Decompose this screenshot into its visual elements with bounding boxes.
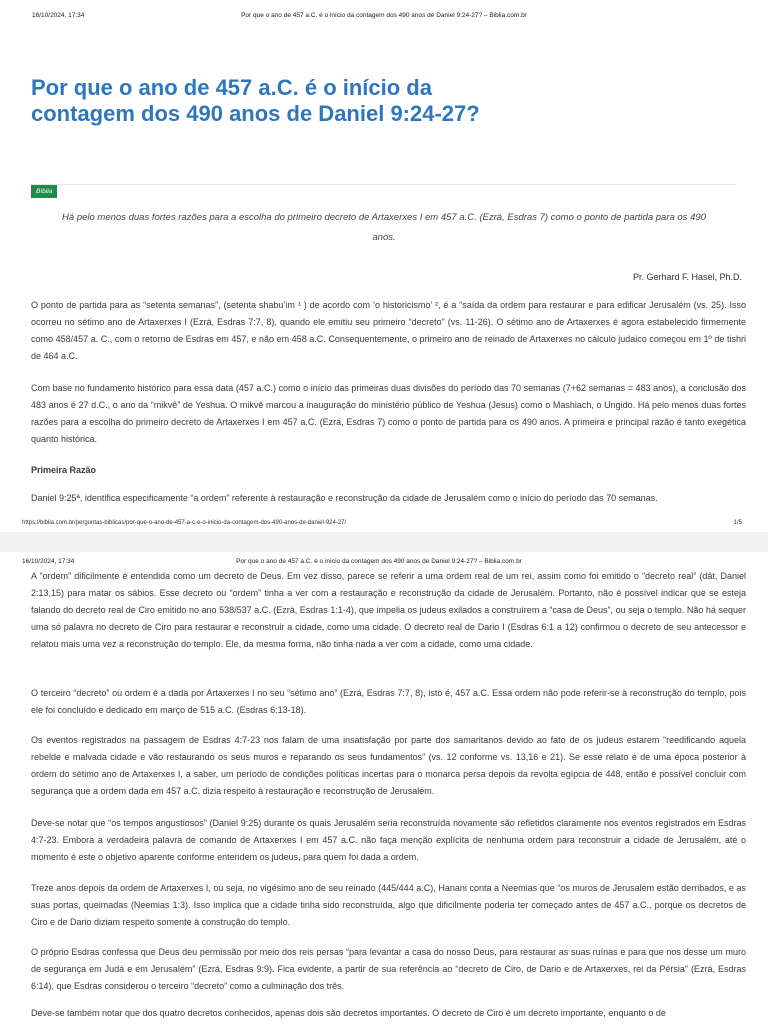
paragraph-5: Treze anos depois da ordem de Artaxerxes I, ou seja, no vigésimo ano de seu reinado (445/444 a.C), Hanani conta a Neemias que “os muros de Jerusalém estão derribados, e as suas portas, queimadas (Neemias 1:3). Isso implica que a cidade tinha sido reconstruída, algo que dificilmente poderia ter começado antes de 457 a.C., porque os decretos de Ciro e de Dario diziam respeito somente à construção do templo. [31,883,746,927]
paragraph-1: A “ordem” dificilmente é entendida como um decreto de Deus. Em vez disso, parece se referir a uma ordem real de um rei, assim como foi emitido o “decreto real” (dât, Daniel 2:13,15) para matar os sábios. Esse decreto ou “ordem” tinha a ver com a restauração e reconstrução da cidade de Jerusalém. Portanto, não é possível indicar que se esteja falando do decreto real de Ciro emitido no ano 538/537 a.C. (Ezrá, Esdras 1:1-4), que impelia os judeus exilados a construírem a “casa de Deus”, ou seja o templo. Não há sequer uma só palavra no decreto de Ciro para restaurar e reconstruir a cidade, como uma cidade. O decreto real de Dario I (Esdras 6:1 a 12) confirmou o decreto de seu antecessor e relatou mais uma vez a reconstrução do templo. Ele, da mesma forma, não tinha nada a ver com a cidade, como uma cidade. [31,571,746,649]
divider [31,184,736,185]
print-title: Por que o ano de 457 a.C. é o início da contagem dos 490 anos de Daniel 9:24-27? – Biblia.com.br [241,12,527,19]
paragraph-4: Deve-se notar que “os tempos angustiosos” (Daniel 9:25) durante os quais Jerusalém seria reconstruída novamente são refletidos claramente nos eventos registrados em Esdras 4:7-23. Embora a verdadeira palavra de comando de Artaxerxes I em 457 a.C. não faça menção explícita de nenhuma ordem para reconstruir a cidade de Jerusalém, até o momento é este o objetivo aparente conforme entendem os judeus, para quem foi dada a ordem. [31,818,746,862]
print-footer [22,520,742,526]
paragraph-2: Com base no fundamento histórico para essa data (457 a.C.) como o início das primeiras duas divisões do período das 70 semanas (7+62 semanas = 483 anos), a conclusão dos 483 anos é 27 d.C., o ano da “mikvê” de Yeshua. O mikvê marcou a inauguração do ministério público de Yeshua (Jesus) como o Mashiach, o Ungido. Há pelo menos duas fortes razões para a escolha do primeiro decreto de Artaxerxes I em 457 a.C. (Ezrá, Esdras 7) como o ponto de partida para os 490 anos. A primeira e principal razão é tanto exegética quanto histórica. [31,383,746,444]
print-title: Por que o ano de 457 a.C. é o início da contagem dos 490 anos de Daniel 9:24-27? – Biblia.com.br [236,558,522,565]
footer-page-number: 1/5 [733,520,742,526]
paragraph-6: O próprio Esdras confessa que Deus deu permissão por meio dos reis persas “para levantar a casa do nosso Deus, para restaurar as suas ruínas e para que nos desse um muro de segurança em Judá e em Jerusalém” (Ezrá, Esdras 9:9). Fica evidente, a partir de sua referência ao “decreto de Ciro, de Dario e de Artaxerxes, rei da Pérsia” (Ezrá, Esdras 6:14), que Esdras considerou o terceiro “decreto” como a culminação dos três. [31,947,746,991]
article-title: Por que o ano de 457 a.C. é o início da contagem dos 490 anos de Daniel 9:24-27? [31,75,480,126]
category-tag[interactable]: Bíblia [31,185,57,198]
print-date: 16/10/2024, 17:34 [22,558,75,565]
pdf-page-2 [0,552,768,1024]
paragraph-1: O ponto de partida para as “setenta semanas”, (setenta shabu’im ¹ ) de acordo com ‘o historicismo’ ², é a “saída da ordem para restaurar e para edificar Jerusalém (vs. 25). Isso ocorreu no sétimo ano de Artaxerxes I (Ezrá, Esdras 7:7, 8), quando ele emitiu seu primeiro “decreto” (vs. 11-26). O sétimo ano de Artaxerxes é agora estabelecido firmemente como 458/457 a. C., com o retorno de Esdras em 457, e não em 458 a.C. Consequentemente, o primeiro ano de reinado de Artaxerxes no cálculo judaico começou em 1º de tishri de 464 a.C. [31,300,746,361]
footer-url: https://biblia.com.br/perguntas-biblicas/por-que-o-ano-de-457-a-c-e-o-inicio-da-contagem-dos-490-anos-de-daniel-924-27/ [22,520,347,526]
paragraph-3: Daniel 9:25ª, identifica especificamente “a ordem” referente à restauração e reconstrução da cidade de Jerusalém como o início do período das 70 semanas. [31,493,658,503]
section-heading-primeira-razao: Primeira Razão [31,465,97,475]
paragraph-7: Deve-se também notar que dos quatro decretos conhecidos, apenas dois são decretos importantes. O decreto de Ciro é um decreto importante, enquanto o de [31,1008,666,1018]
article-lead: Há pelo menos duas fortes razões para a escolha do primeiro decreto de Artaxerxes I em 457 a.C. (Ezrá, Esdras 7) como o ponto de partida para os 490 anos. [62,212,706,243]
paragraph-2: O terceiro “decreto” ou ordem é a dada por Artaxerxes I no seu “sétimo ano” (Ezrá, Esdras 7:7, 8), isto é, 457 a.C. Essa ordem não pode referir-se à reconstrução do templo, pois ele foi concluído e dedicado em março de 515 a.C. (Esdras 6:13-18). [31,688,746,715]
paragraph-3: Os eventos registrados na passagem de Esdras 4:7-23 nos falam de uma insatisfação por parte dos samaritanos devido ao fato de os judeus estarem “reedificando aquela rebelde e malvada cidade e vão restaurando os seus muros e reparando os seus fundamentos” (vs. 12 conforme vs. 13,16 e 21). Se esse relato é de uma época posterior à ordem do sétimo ano de Artaxerxes I, a saber, um período de condições políticas incertas para o monarca persa depois da revolta egípcia de 448, então é possível concluir com segurança que a ordem dada em 457 a.C. dizia respeito à restauração e reconstrução de Jerusalém. [31,735,746,796]
author-name: Pr. Gerhard F. Hasel, Ph.D. [632,272,742,282]
print-date: 16/10/2024, 17:34 [32,12,85,19]
